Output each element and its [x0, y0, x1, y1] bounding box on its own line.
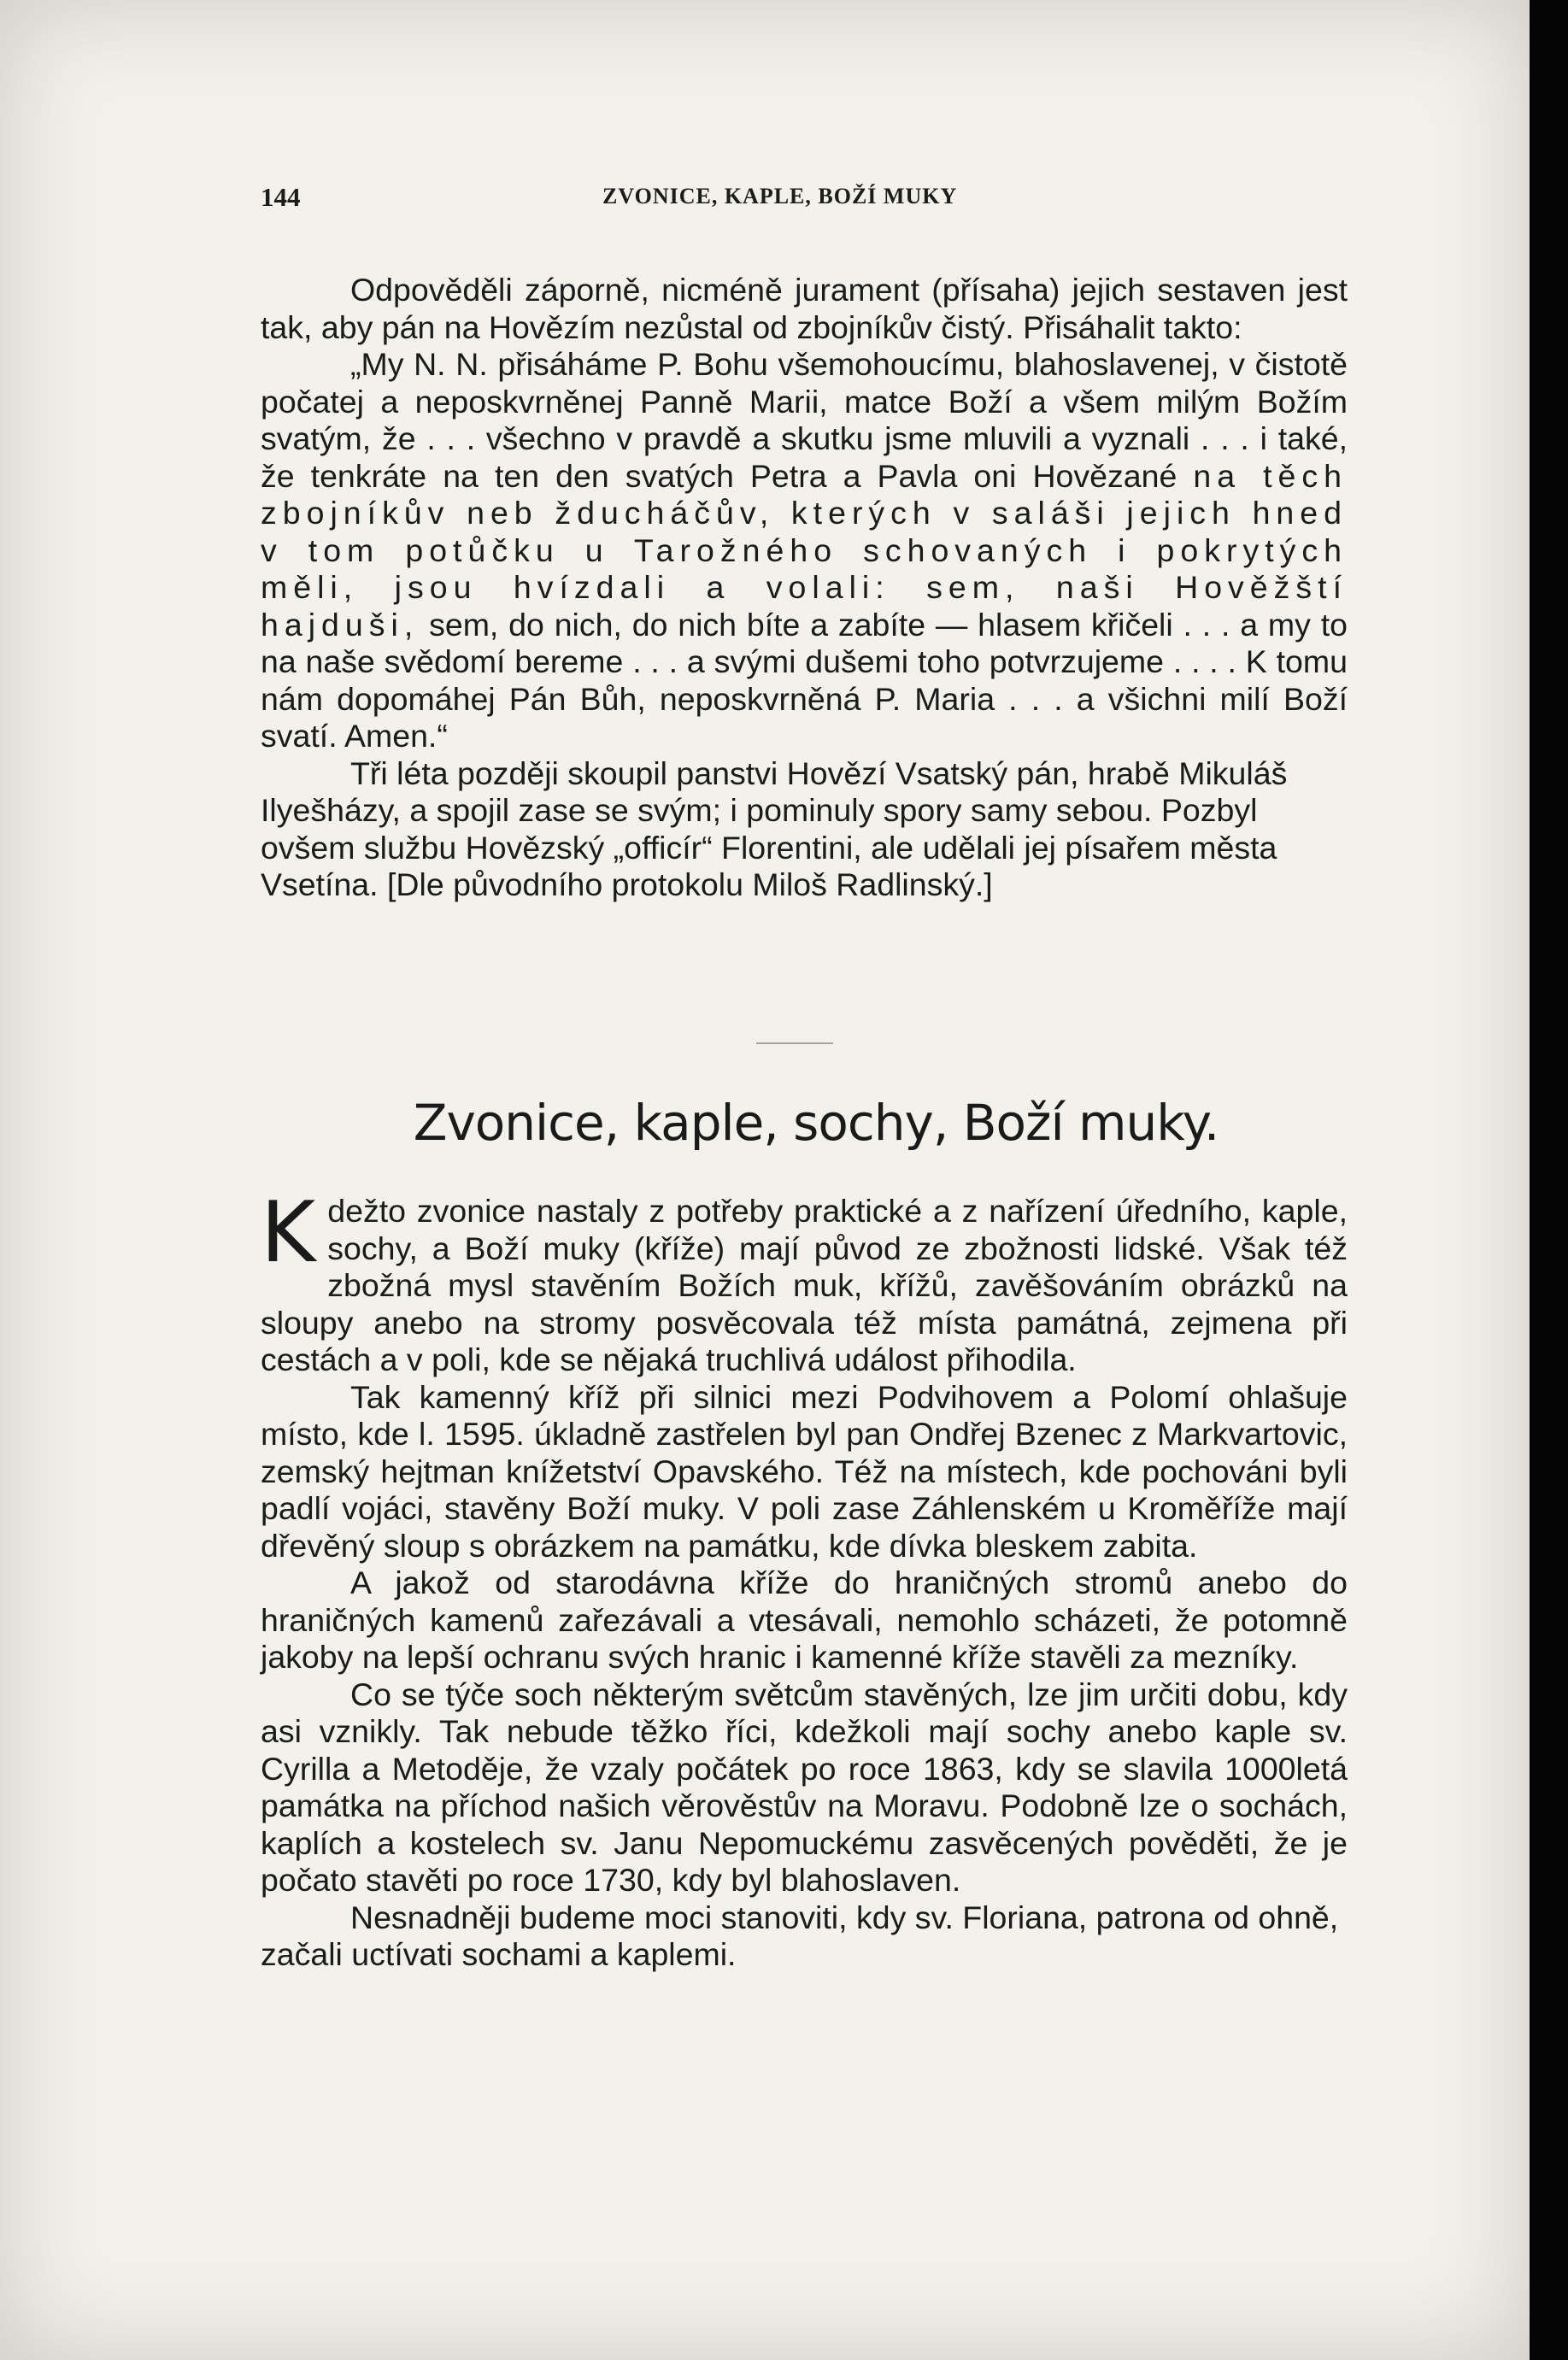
paragraph: Nesnadněji budeme moci stanoviti, kdy sv. Floriana, patrona od ohně, začali uctívati sochami a kaplemi. [261, 1899, 1339, 1972]
first-paragraph-text: dežto zvonice nastaly z potřeby praktické a z nařízení úředního, kaple, sochy, a Boží muky (kříže) mají původ ze zbožnosti lidské. Však též zbožná mysl stavěním Božích muk, křížů, zavěšováním obrázků na sloupy anebo na stromy posvěcovala též místa památná, zejmena při cestách a v poli, kde se nějaká truchlivá událost přihodila. [261, 1193, 1348, 1377]
section-divider [756, 1042, 833, 1044]
first-paragraph [261, 1184, 1348, 1379]
oath-quote-paragraph [261, 346, 1348, 755]
paragraph: Tři léta později skoupil panstvi Hovězí Vsatský pán, hrabě Mikuláš Ilyešházy, a spojil zase se svým; i pominuly spory samy sebou. Pozbyl ovšem službu Hovězský „officír“ Florentini, ale udělali jej písařem města Vsetína. [Dle původního protokolu Miloš Radlinský.] [261, 754, 1288, 902]
paragraph: Co se týče soch některým světcům stavěných, lze jim určiti dobu, kdy asi vznikly. Tak nebude těžko říci, kdežkoli mají sochy anebo kaple sv. Cyrilla a Metoděje, že vzaly počátek po roce 1863, kdy se slavila 1000letá památka na příchod našich věrověstův na Moravu. Podobně lze o sochách, kaplích a kostelech sv. Janu Nepomuckému zasvěcených pověděti, že je počato stavěti po roce 1730, kdy byl blahoslaven. [261, 1676, 1348, 1898]
oath-quote-end: sem, do nich, do nich bíte a zabíte — hlasem křičeli . . . a my to na naše svědomí bereme . . . a svými dušemi toho potvrzujeme . . . . K tomu nám dopomáhej Pán Bůh, neposkvrněná P. Maria . . . a všichni milí Boží svatí. Amen.“ [261, 606, 1348, 754]
oath-text-block [261, 272, 1348, 904]
paragraph: Odpověděli záporně, nicméně jurament (přísaha) jejich sestaven jest tak, aby pán na Hovězím nezůstal od zbojníkův čistý. Přisáhalit takto: [261, 272, 1348, 345]
section-title: Zvonice, kaple, sochy, Boží muky. [413, 1094, 1219, 1152]
section-text-block [261, 1184, 1348, 1974]
paragraph: Tak kamenný kříž při silnici mezi Podvihovem a Polomí ohlašuje místo, kde l. 1595. úkladně zastřelen byl pan Ondřej Bzenec z Markvartovic, zemský hejtman knížetství Opavského. Též na místech, kde pochováni byli padlí vojáci, stavěny Boží muky. V poli zase Záhlenském u Kroměříže mají dřevěný sloup s obrázkem na památku, kde dívka bleskem zabita. [261, 1378, 1348, 1564]
scan-border [1530, 0, 1568, 2360]
paragraph: A jakož od starodávna kříže do hraničných stromů anebo do hraničných kamenů zařezávali a vtesávali, nemohlo scházeti, že potomně jakoby na lepší ochranu svých hranic i kamenné kříže stavěli za mezníky. [261, 1565, 1348, 1675]
page-number: 144 [261, 182, 301, 212]
oath-quote-spaced: na těch zbojníkův neb žducháčův, kterých v saláši jejich hned v tom potůčku u Tarožného schovaných i pokrytých měli, jsou hvízdali a volali: sem, naši Hověžští hajduši, [261, 457, 1348, 643]
drop-cap: K [261, 1184, 316, 1282]
running-head: ZVONICE, KAPLE, BOŽÍ MUKY [602, 184, 958, 208]
page-header [261, 182, 1354, 216]
oath-quote-start: „My N. N. přisáháme P. Bohu všemohoucímu, blahoslavenej, v čistotě počatej a neposkvrněnej Panně Marii, matce Boží a všem milým Božím svatým, že . . . všechno v pravdě a skutku jsme mluvili a vyznali . . . i také, že tenkráte na ten den svatých Petra a Pavla oni Hovězané [261, 346, 1348, 494]
